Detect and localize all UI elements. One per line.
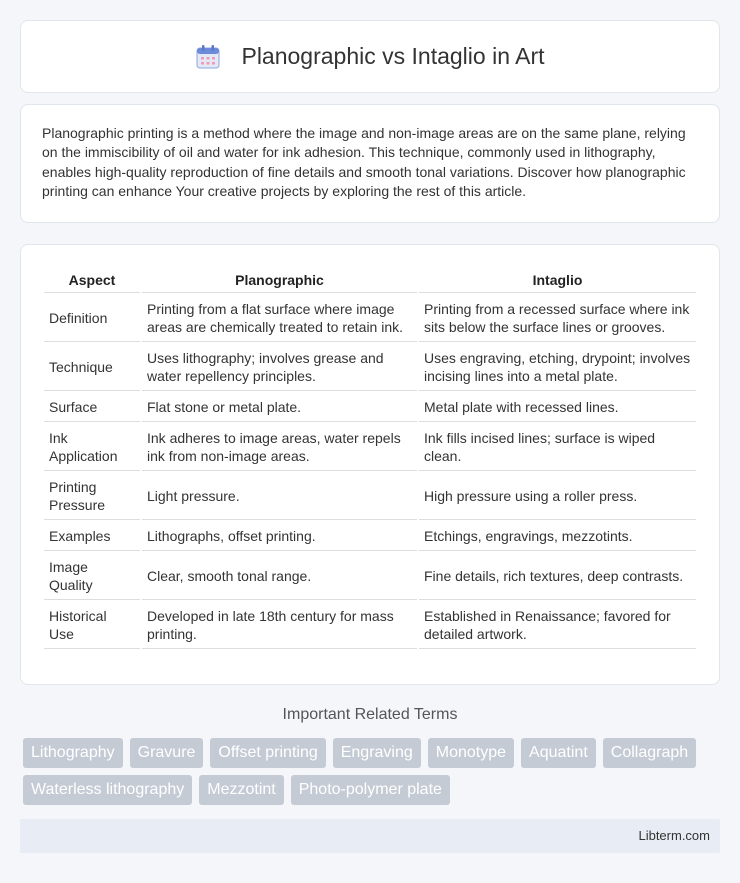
table-row xyxy=(44,602,696,649)
table-cell-intaglio: Metal plate with recessed lines. xyxy=(419,393,696,422)
related-terms-list xyxy=(23,738,713,805)
intro-card xyxy=(20,104,720,223)
related-term-tag[interactable]: Offset printing xyxy=(210,738,325,768)
table-cell-intaglio: High pressure using a roller press. xyxy=(419,473,696,520)
table-row xyxy=(44,424,696,471)
table-cell-planographic: Uses lithography; involves grease and water repellency principles. xyxy=(142,344,417,391)
table-cell-aspect: Technique xyxy=(44,344,140,391)
table-cell-aspect: Surface xyxy=(44,393,140,422)
related-term-tag[interactable]: Waterless lithography xyxy=(23,775,192,805)
table-row xyxy=(44,553,696,600)
table-cell-aspect: Examples xyxy=(44,522,140,551)
table-cell-planographic: Developed in late 18th century for mass printing. xyxy=(142,602,417,649)
header-card xyxy=(20,20,720,93)
table-cell-intaglio: Fine details, rich textures, deep contrasts. xyxy=(419,553,696,600)
table-row xyxy=(44,473,696,520)
related-term-tag[interactable]: Mezzotint xyxy=(199,775,283,805)
column-header-aspect: Aspect xyxy=(44,267,140,293)
related-terms-section xyxy=(0,706,740,724)
footer xyxy=(20,819,720,853)
related-term-tag[interactable]: Gravure xyxy=(130,738,204,768)
table-cell-aspect: Printing Pressure xyxy=(44,473,140,520)
table-cell-aspect: Image Quality xyxy=(44,553,140,600)
comparison-card xyxy=(20,244,720,685)
table-cell-planographic: Lithographs, offset printing. xyxy=(142,522,417,551)
table-cell-planographic: Flat stone or metal plate. xyxy=(142,393,417,422)
table-header-row xyxy=(44,267,696,293)
related-term-tag[interactable]: Monotype xyxy=(428,738,514,768)
table-cell-planographic: Light pressure. xyxy=(142,473,417,520)
table-cell-aspect: Ink Application xyxy=(44,424,140,471)
table-row xyxy=(44,344,696,391)
related-term-tag[interactable]: Aquatint xyxy=(521,738,596,768)
table-row xyxy=(44,295,696,342)
table-cell-planographic: Printing from a flat surface where image areas are chemically treated to retain ink. xyxy=(142,295,417,342)
table-row xyxy=(44,522,696,551)
table-cell-planographic: Clear, smooth tonal range. xyxy=(142,553,417,600)
table-cell-intaglio: Established in Renaissance; favored for detailed artwork. xyxy=(419,602,696,649)
related-terms-title: Important Related Terms xyxy=(282,706,458,723)
calendar-icon xyxy=(195,44,221,70)
comparison-table xyxy=(42,265,698,651)
table-cell-intaglio: Ink fills incised lines; surface is wiped clean. xyxy=(419,424,696,471)
table-cell-intaglio: Etchings, engravings, mezzotints. xyxy=(419,522,696,551)
related-term-tag[interactable]: Collagraph xyxy=(603,738,696,768)
related-term-tag[interactable]: Engraving xyxy=(333,738,421,768)
table-cell-intaglio: Printing from a recessed surface where ink sits below the surface lines or grooves. xyxy=(419,295,696,342)
table-cell-aspect: Historical Use xyxy=(44,602,140,649)
table-cell-planographic: Ink adheres to image areas, water repels ink from non-image areas. xyxy=(142,424,417,471)
table-cell-intaglio: Uses engraving, etching, drypoint; involves incising lines into a metal plate. xyxy=(419,344,696,391)
related-term-tag[interactable]: Lithography xyxy=(23,738,123,768)
intro-text: Planographic printing is a method where the image and non-image areas are on the same plane, relying on the immiscibility of oil and water for ink adhesion. This technique, commonly used in lithography, enables high-quality reproduction of fine details and smooth tonal variations. Discover how planographic printing can enhance Your creative projects by exploring the rest of this article. xyxy=(42,125,686,199)
footer-site-link[interactable]: Libterm.com xyxy=(638,828,710,843)
column-header-planographic: Planographic xyxy=(142,267,417,293)
related-term-tag[interactable]: Photo-polymer plate xyxy=(291,775,450,805)
column-header-intaglio: Intaglio xyxy=(419,267,696,293)
table-row xyxy=(44,393,696,422)
table-cell-aspect: Definition xyxy=(44,295,140,342)
page-title: Planographic vs Intaglio in Art xyxy=(241,43,545,69)
